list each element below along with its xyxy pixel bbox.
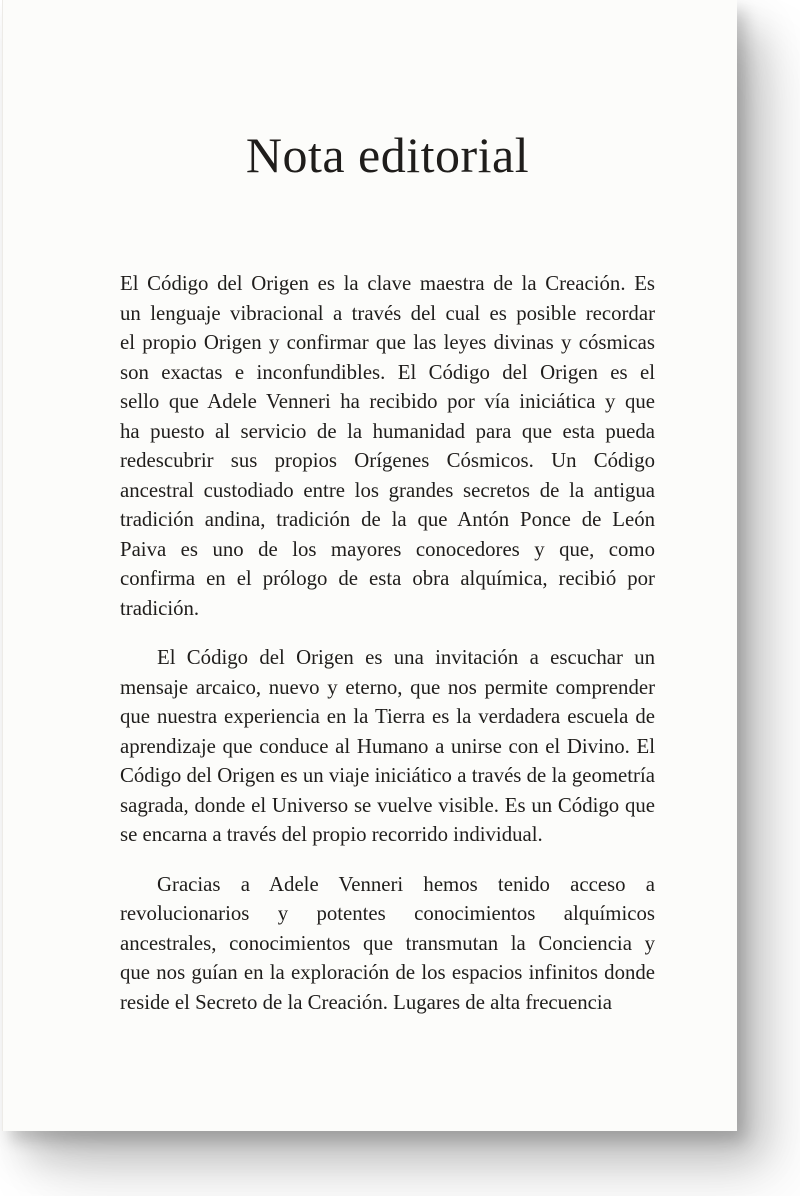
text-line: se encarna a través del propio recorrido individual. [120,823,543,846]
paragraph [120,870,655,1018]
text-line: El Código del Origen es la clave maestra de la Creación. Es [120,272,655,295]
text-line: Paiva es uno de los mayores conocedores y que, como [120,537,655,561]
text-line: tradición andina, tradición de la que Antón Ponce de León [120,508,655,531]
text-line: son exactas e inconfundibles. El Código del Origen es el [120,360,655,384]
text-line: un lenguaje vibracional a través del cual es posible recordar [120,301,655,325]
text-line: Gracias a Adele Venneri hemos tenido acceso a [157,872,655,896]
text-line: ancestrales, conocimientos que transmutan la Conciencia y [120,931,655,955]
text-line: reside el Secreto de la Creación. Lugares de alta frecuencia [120,990,612,1014]
text-line: Código del Origen es un viaje iniciático a través de la geometría [120,764,655,787]
text-line: sagrada, donde el Universo se vuelve visible. Es un Código que [120,793,655,817]
text-line: que nos guían en la exploración de los espacios infinitos donde [120,961,655,984]
text-line: redescubrir sus propios Orígenes Cósmicos. Un Código [120,449,655,472]
text-line: ha puesto al servicio de la humanidad para que esta pueda [120,419,655,443]
text-line: El Código del Origen es una invitación a escuchar un [157,646,655,669]
text-line: mensaje arcaico, nuevo y eterno, que nos permite comprender [120,675,655,699]
text-line: ancestral custodiado entre los grandes secretos de la antigua [120,478,655,502]
text-line: tradición. [120,596,200,620]
text-line: que nuestra experiencia en la Tierra es la verdadera escuela de [120,705,655,728]
book-page [2,0,737,1131]
text-line: aprendizaje que conduce al Humano a unirse con el Divino. El [120,734,655,758]
paragraph [120,269,655,623]
text-line: el propio Origen y confirmar que las leyes divinas y cósmicas [120,331,655,354]
page-content [3,127,737,1017]
text-line: revolucionarios y potentes conocimientos alquímicos [120,902,655,925]
paragraph [120,643,655,850]
text-line: sello que Adele Venneri ha recibido por vía iniciática y que [120,390,655,413]
text-line: confirma en el prólogo de esta obra alquímica, recibió por [120,567,655,590]
body-text [120,269,655,1017]
page-title: Nota editorial [245,127,530,183]
